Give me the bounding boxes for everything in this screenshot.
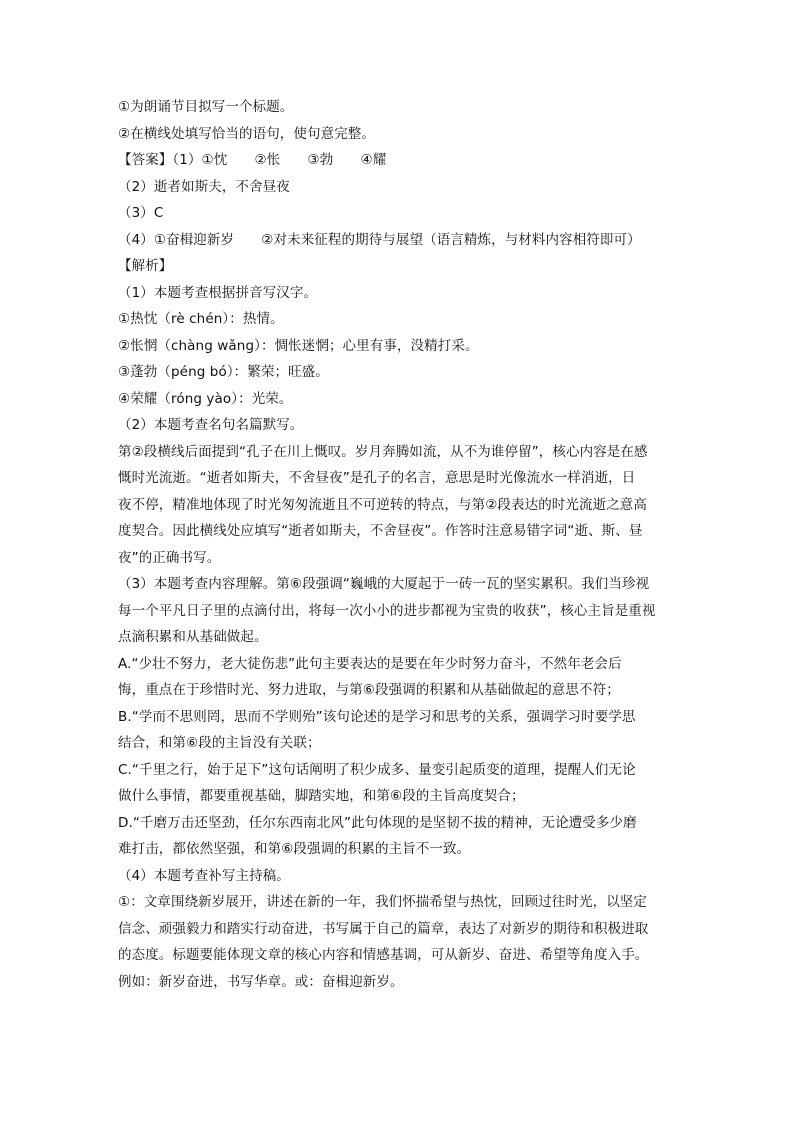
document-page (118, 94, 678, 995)
text-line: 第②段横线后面提到“孔子在川上慨叹。岁月奔腾如流，从不为谁停留”，核心内容是在感 (118, 443, 648, 460)
text-line: （3）本题考查内容理解。第⑥段强调“巍峨的大厦起于一砖一瓦的坚实累积。我们当珍视 (118, 576, 650, 592)
text-line: ③蓬勃（péng bó）：繁荣；旺盛。 (118, 364, 329, 380)
text-line: 的态度。标题要能体现文章的核心内容和情感基调，可从新岁、奋进、希望等角度入手。 (118, 947, 649, 963)
answer-line: （3）C (118, 205, 164, 221)
option-line: D.“千磨万击还坚劲，任尔东西南北风”此句体现的是坚韧不拔的精神，无论遭受多少磨 (118, 814, 637, 831)
text-line: （1）本题考查根据拼音写汉字。 (118, 284, 318, 301)
text-line: ②怅惘（chàng wǎng）：惆怅迷惘；心里有事，没精打采。 (118, 337, 479, 354)
text-line: 夜不停，精准地体现了时光匆匆流逝且不可逆转的特点，与第②段表达的时光流逝之意高 (118, 496, 648, 513)
text-line: ①为朗诵节目拟写一个标题。 (118, 99, 294, 115)
text-line: （2）本题考查名句名篇默写。 (118, 417, 304, 433)
answer-line: 【答案】（1）①忱 ②怅 ③勃 ④耀 (118, 152, 387, 168)
analysis-heading: 【解析】 (118, 258, 173, 274)
option-line: C.“千里之行，始于足下”这句话阐明了积少成多、量变引起质变的道理，提醒人们无论 (118, 761, 636, 778)
option-line: 结合，和第⑥段的主旨没有关联； (118, 735, 321, 751)
text-line: ①热忱（rè chén）：热情。 (118, 311, 284, 327)
option-line: B.“学而不思则罔，思而不学则殆”该句论述的是学习和思考的关系，强调学习时要学思 (118, 708, 636, 725)
text-line: 例如：新岁奋进，书写华章。或：奋楫迎新岁。 (118, 973, 404, 990)
text-line: 慨时光流逝。“逝者如斯夫，不舍昼夜”是孔子的名言，意思是时光像流水一样消逝，日 (118, 470, 636, 486)
text-line: ②在横线处填写恰当的语句，使句意完整。 (118, 125, 376, 142)
text-line: ①：文章围绕新岁展开，讲述在新的一年，我们怀揣希望与热忱，回顾过往时光，以坚定 (118, 894, 648, 910)
text-line: 点滴积累和从基础做起。 (118, 629, 268, 645)
option-line: 做什么事情，都要重视基础，脚踏实地，和第⑥段的主旨高度契合； (118, 788, 525, 804)
option-line: A.“少壮不努力，老大徒伤悲”此句主要表达的是要在年少时努力奋斗，不然年老会后 (118, 655, 622, 672)
text-line: 信念、顽强毅力和踏实行动奋进，书写属于自己的篇章，表达了对新岁的期待和积极进取 (118, 920, 649, 937)
text-line: 每一个平凡日子里的点滴付出，将每一次小小的进步都视为宝贵的收获”，核心主旨是重视 (118, 602, 656, 619)
text-line: 夜”的正确书写。 (118, 549, 221, 566)
text-line: ④荣耀（róng yào）：光荣。 (118, 390, 293, 407)
text-line: 度契合。因此横线处应填写“逝者如斯夫，不舍昼夜”。作答时注意易错字词“逝、斯、昼 (118, 523, 643, 539)
option-line: 难打击，都依然坚强，和第⑥段强调的积累的主旨不一致。 (118, 841, 471, 857)
text-line: （4）本题考查补写主持稿。 (118, 867, 290, 884)
answer-line: （4）①奋楫迎新岁 ②对未来征程的期待与展望（语言精炼，与材料内容相符即可） (118, 231, 641, 248)
option-line: 悔，重点在于珍惜时光、努力进取，与第⑥段强调的积累和从基础做起的意思不符； (118, 682, 620, 698)
answer-line: （2）逝者如斯夫，不舍昼夜 (118, 178, 290, 195)
